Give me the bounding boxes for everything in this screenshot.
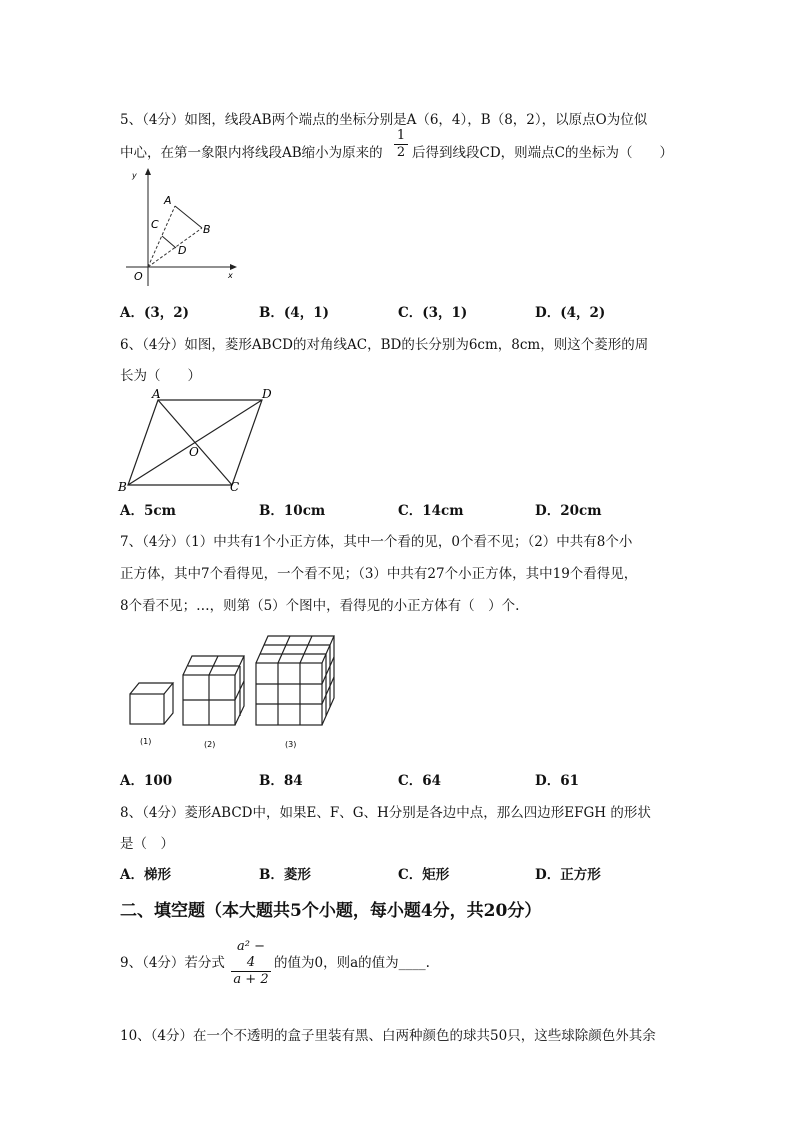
q6-figure [116,384,286,494]
q6-label-o: O [189,445,199,459]
q5-line2b: 后得到线段CD，则端点C的坐标为（ ） [412,145,673,161]
q5-option-c[interactable]: C．(3，1) [398,305,468,321]
q9-frac-num: a² − 4 [237,939,265,970]
q8-option-d[interactable]: D．正方形 [535,867,601,883]
q5-label-a: A [164,194,172,207]
q9-prefix: 9、（4分）若分式 [120,955,225,971]
q7-cube-2 [183,656,244,725]
q5-label-d: D [178,244,187,257]
q6-option-c[interactable]: C．14cm [398,503,464,519]
q7-label-3: (3) [285,740,297,749]
q6-option-d[interactable]: D．20cm [535,503,602,519]
q6-label-d: D [262,387,272,401]
q5-segment-ab [175,206,202,228]
q9-suffix: 的值为0，则a的值为____. [274,955,430,971]
q5-label-b: B [203,223,211,236]
q7-figure [124,632,344,754]
q7-option-b[interactable]: B．84 [259,773,303,789]
q5-option-a[interactable]: A．(3，2) [120,305,190,321]
q5-segment-cd [162,236,176,248]
q7-line3: 8个看不见；…，则第（5）个图中，看得见的小正方体有（ ）个. [120,598,520,614]
q5-line2a: 中心，在第一象限内将线段AB缩小为原来的 [120,145,383,161]
q7-cube-3 [256,636,334,725]
section2-title: 二、填空题（本大题共5个小题，每小题4分，共20分） [120,901,542,921]
q5-frac-num: 1 [396,128,406,143]
q7-option-d[interactable]: D．61 [535,773,579,789]
q5-option-d[interactable]: D．(4，2) [535,305,606,321]
q6-option-a[interactable]: A．5cm [120,503,176,519]
q5-x-arrow [230,264,237,270]
q5-line1: 5、（4分）如图，线段AB两个端点的坐标分别是A（6，4），B（8，2），以原点O为位似 [120,112,648,128]
q6-label-b: B [118,480,127,494]
q6-diagonal-bd [128,400,262,485]
q5-fraction [394,128,408,161]
q10-line1: 10、（4分）在一个不透明的盒子里装有黑、白两种颜色的球共50只，这些球除颜色外其余 [120,1028,656,1044]
q6-line2: 长为（ ） [120,368,201,384]
q6-line1: 6、（4分）如图，菱形ABCD的对角线AC，BD的长分别为6cm，8cm，则这个菱形的周 [120,337,649,353]
q5-figure [118,166,243,286]
q7-option-c[interactable]: C．64 [398,773,442,789]
q7-line1: 7、（4分）（1）中共有1个小正方体，其中一个看的见，0个看不见；（2）中共有8个小 [120,534,633,550]
q5-frac-den: 2 [396,145,406,160]
q9-frac-den: a + 2 [233,972,269,987]
q9-fraction [231,939,271,988]
q6-option-b[interactable]: B．10cm [259,503,326,519]
q8-option-b[interactable]: B．菱形 [259,867,311,883]
q5-option-b[interactable]: B．(4，1) [259,305,329,321]
q8-line1: 8、（4分）菱形ABCD中，如果E、F、G、H分别是各边中点，那么四边形EFGH 的形状 [120,805,651,821]
q7-line2: 正方体，其中7个看得见，一个看不见；（3）中共有27个小正方体，其中19个看得见， [120,566,638,582]
q8-line2: 是（ ） [120,836,174,852]
q5-y-arrow [145,168,151,175]
q5-label-x: x [228,271,233,280]
q5-label-y: y [132,171,137,180]
q7-cube-1 [130,683,173,724]
q5-label-c: C [151,218,159,231]
q8-option-a[interactable]: A．梯形 [120,867,171,883]
q6-label-c: C [230,480,240,494]
q8-option-c[interactable]: C．矩形 [398,867,450,883]
q6-label-a: A [152,387,161,401]
q7-label-2: (2) [204,740,216,749]
q7-label-1: (1) [140,737,152,746]
q7-option-a[interactable]: A．100 [120,773,173,789]
q5-label-o: O [134,270,143,283]
